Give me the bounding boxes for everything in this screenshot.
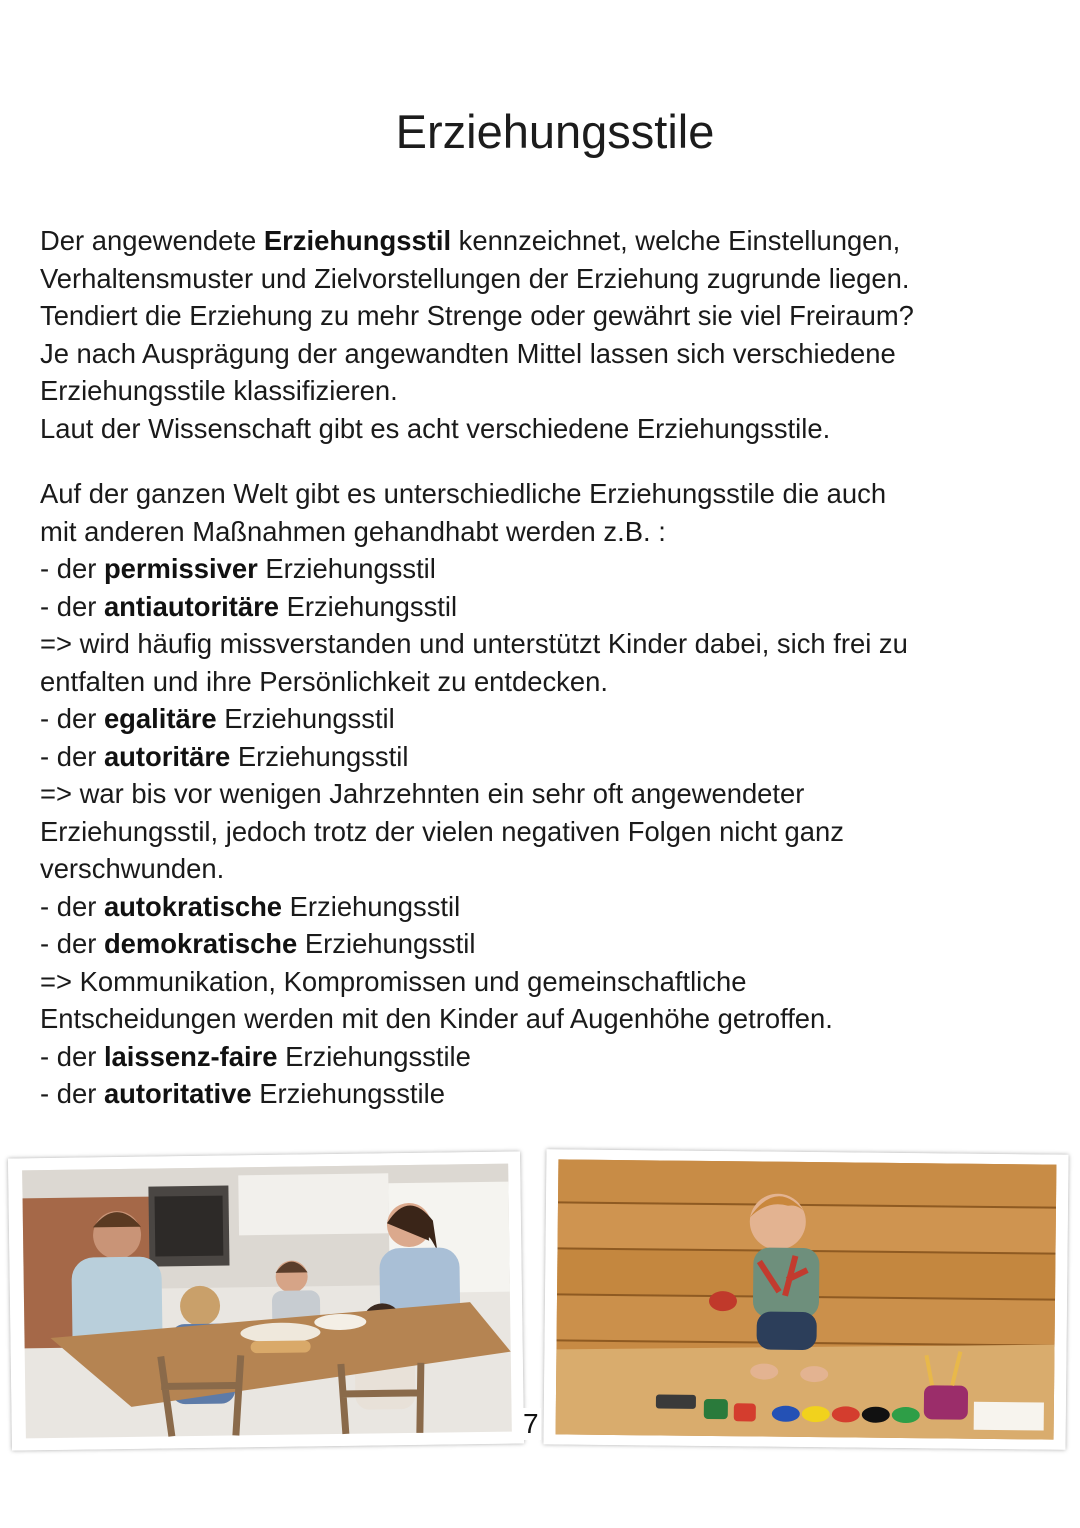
list-note: entfalten und ihre Persönlichkeit zu entdecken.: [40, 665, 608, 697]
intro-line: Verhaltensmuster und Zielvorstellungen der Erziehung zugrunde liegen.: [40, 262, 910, 294]
intro-line: Je nach Ausprägung der angewandten Mittel lassen sich verschiedene: [40, 337, 896, 369]
page-title: Erziehungsstile: [395, 105, 715, 158]
styles-intro-line: Auf der ganzen Welt gibt es unterschiedliche Erziehungsstile die auch: [40, 478, 887, 509]
list-item: - der permissiver Erziehungsstil: [40, 553, 436, 584]
family-dinner-photo: [8, 1151, 524, 1450]
styles-list: [40, 475, 1050, 1113]
intro-line: Tendiert die Erziehung zu mehr Strenge oder gewährt sie viel Freiraum?: [40, 300, 914, 331]
intro-line: Laut der Wissenschaft gibt es acht verschiedene Erziehungsstile.: [40, 412, 831, 444]
intro-line: Der angewendete Erziehungsstil kennzeichnet, welche Einstellungen,: [40, 225, 901, 256]
list-item: - der demokratische Erziehungsstil: [40, 928, 476, 959]
list-item: - der egalitäre Erziehungsstil: [40, 703, 395, 734]
list-item: - der laissenz-faire Erziehungsstile: [40, 1040, 471, 1072]
list-item: - der autokratische Erziehungsstil: [40, 890, 461, 922]
list-note: Entscheidungen werden mit den Kinder auf Augenhöhe getroffen.: [40, 1003, 833, 1034]
page-number: 7: [523, 1408, 539, 1439]
child-painting-photo: [543, 1149, 1068, 1449]
list-note: => war bis vor wenigen Jahrzehnten ein sehr oft angewendeter: [40, 778, 805, 809]
list-item: - der autoritäre Erziehungsstil: [40, 740, 409, 772]
intro-line: Erziehungsstile klassifizieren.: [40, 375, 398, 406]
intro-paragraph: [40, 222, 1050, 447]
list-note: Erziehungsstil, jedoch trotz der vielen negativen Folgen nicht ganz: [40, 815, 844, 847]
list-item: - der autoritative Erziehungsstile: [40, 1078, 445, 1109]
list-note: => Kommunikation, Kompromissen und gemeinschaftliche: [40, 965, 747, 997]
family-dinner-illustration: [8, 1151, 524, 1450]
list-item: - der antiautoritäre Erziehungsstil: [40, 590, 458, 622]
child-painting-illustration: [543, 1149, 1068, 1449]
list-note: => wird häufig missverstanden und unterstützt Kinder dabei, sich frei zu: [40, 628, 908, 659]
styles-intro-line: mit anderen Maßnahmen gehandhabt werden z.B. :: [40, 515, 666, 547]
list-note: verschwunden.: [40, 853, 225, 884]
